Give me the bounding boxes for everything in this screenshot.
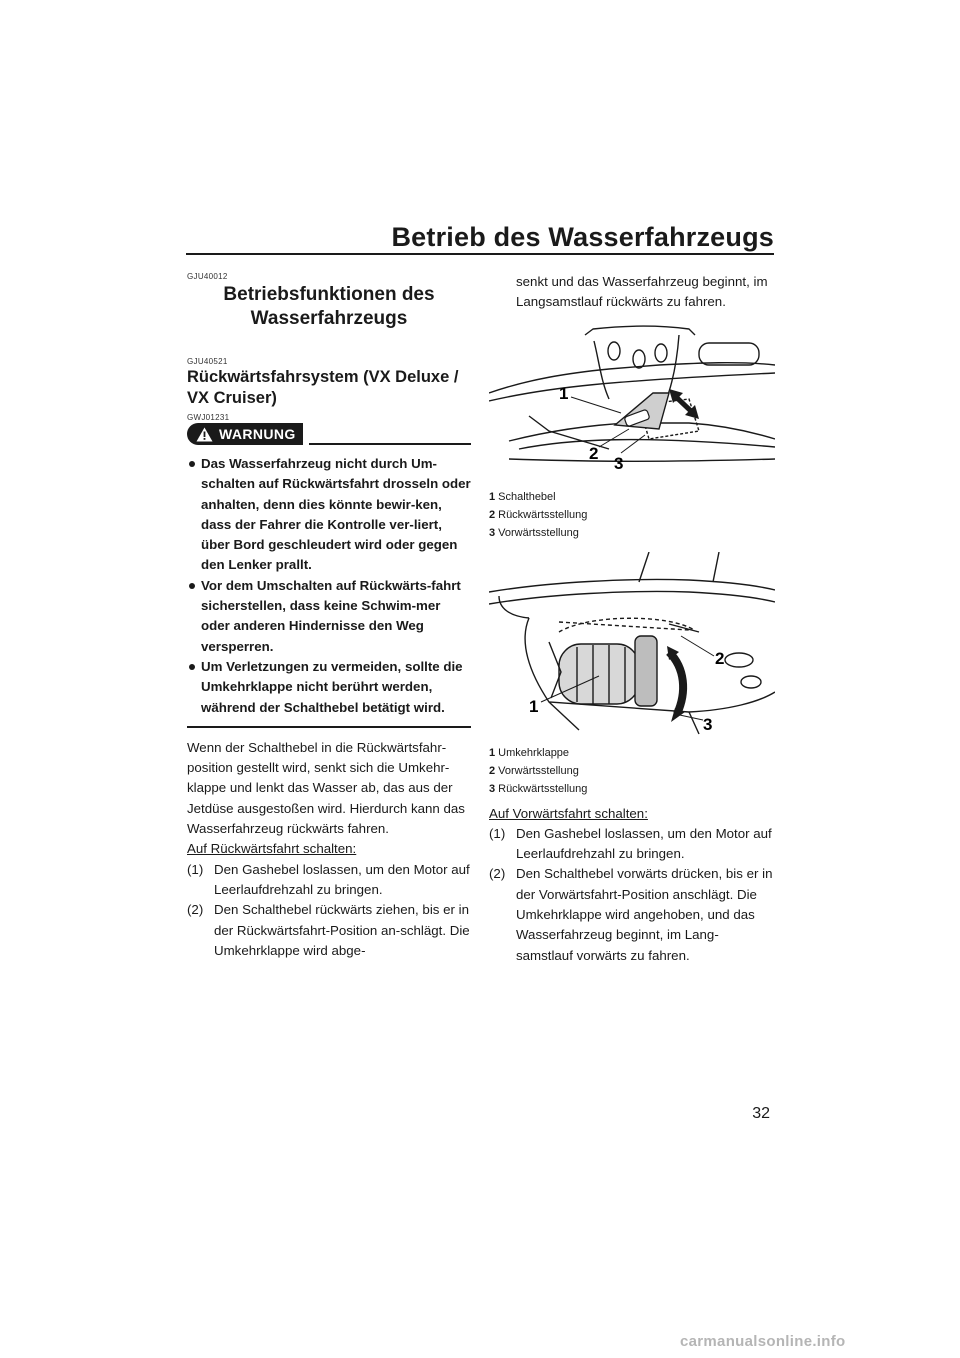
legend-item <box>489 506 775 524</box>
figure-reverse-gate <box>489 552 775 798</box>
figure1-legend <box>489 488 775 542</box>
right-column <box>489 272 775 966</box>
warning-badge <box>187 423 303 445</box>
legend-number: 2 <box>489 508 496 521</box>
reverse-heading: Auf Rückwärtsfahrt schalten: <box>187 841 357 857</box>
callout-1: 1 <box>559 383 569 403</box>
watermark: carmanualsonline.info <box>680 1333 846 1350</box>
section-title-line2: Wasserfahrzeugs <box>250 308 408 329</box>
legend-item <box>489 780 775 798</box>
callout-1: 1 <box>529 696 539 716</box>
forward-step <box>489 824 775 865</box>
legend-number: 3 <box>489 782 496 795</box>
section-title-line1: Betriebsfunktionen des <box>223 284 435 305</box>
warning-bottom-rule <box>187 726 471 728</box>
warning-code: GWJ01231 <box>187 413 230 422</box>
step-text: Den Gashebel loslassen, um den Motor auf Leerlaufdrehzahl zu bringen. <box>516 825 772 862</box>
page-number: 32 <box>752 1105 770 1122</box>
reverse-gate-illustration <box>489 552 775 737</box>
legend-label: Schalthebel <box>498 490 556 503</box>
step-number: (1) <box>489 825 506 841</box>
figure2-legend <box>489 744 775 798</box>
shift-lever-illustration <box>489 321 775 481</box>
warning-item: Das Wasserfahrzeug nicht durch Um-schalten auf Rückwärtsfahrt drosseln oder anhalten, denn dies könnte bewir-ken, dass der Fahrer die Kontrolle ver-liert, über Bord geschleudert wird oder gegen den Lenker prallt. <box>187 454 471 576</box>
legend-item <box>489 488 775 506</box>
legend-number: 1 <box>489 490 496 503</box>
header-rule <box>186 253 774 255</box>
step-number: (2) <box>187 902 204 918</box>
page-header-title: Betrieb des Wasserfahrzeugs <box>391 222 774 252</box>
reverse-step <box>187 860 471 901</box>
left-column <box>187 272 471 961</box>
callout-3: 3 <box>703 714 713 734</box>
callout-2: 2 <box>589 443 599 463</box>
warning-list <box>187 454 471 718</box>
legend-number: 2 <box>489 764 496 777</box>
subsection-title <box>187 367 471 409</box>
warning-item: Um Verletzungen zu vermeiden, sollte die Umkehrklappe nicht berührt werden, während der Schalthebel betätigt wird. <box>187 657 471 718</box>
legend-number: 1 <box>489 746 496 759</box>
step-text: Den Gashebel loslassen, um den Motor auf Leerlaufdrehzahl zu bringen. <box>214 861 470 897</box>
subsection-title-line2: VX Cruiser) <box>187 389 277 407</box>
warning-triangle-icon <box>196 427 213 442</box>
warning-item: Vor dem Umschalten auf Rückwärts-fahrt sicherstellen, dass keine Schwim-mer oder anderen Hindernisse den Weg versperren. <box>187 576 471 657</box>
step-text: Den Schalthebel vorwärts drücken, bis er in der Vorwärtsfahrt-Position anschlägt. Die Umkehrklappe wird angehoben, und das Wasserfahrzeug beginnt, im Lang-samstlauf vorwärts zu fahren. <box>516 866 773 963</box>
intro-paragraph: Wenn der Schalthebel in die Rückwärtsfahr-position gestellt wird, senkt sich die Umkehr-klappe und lenkt das Wasser ab, das aus der Jetdüse ausgestoßen wird. Hierdurch kann das Wasserfahrzeug rückwärts fahren. <box>187 739 465 837</box>
reverse-step <box>187 900 471 961</box>
warning-top-rule <box>309 443 471 445</box>
step-number: (2) <box>489 866 506 882</box>
subsection-title-line1: Rückwärtsfahrsystem (VX Deluxe / <box>187 368 459 386</box>
warning-label: WARNUNG <box>219 426 296 442</box>
legend-number: 3 <box>489 526 496 539</box>
legend-item <box>489 524 775 542</box>
step-text: Den Schalthebel rückwärts ziehen, bis er in der Rückwärtsfahrt-Position an-schlägt. Die Umkehrklappe wird abge- <box>214 902 470 958</box>
legend-item <box>489 744 775 762</box>
legend-label: Rückwärtsstellung <box>498 508 588 521</box>
forward-step <box>489 864 775 965</box>
legend-label: Vorwärtsstellung <box>498 526 579 539</box>
legend-label: Rückwärtsstellung <box>498 782 588 795</box>
forward-heading: Auf Vorwärtsfahrt schalten: <box>489 805 648 821</box>
callout-3: 3 <box>614 453 624 473</box>
legend-label: Umkehrklappe <box>498 746 570 759</box>
legend-item <box>489 762 775 780</box>
subsection-code: GJU40521 <box>187 357 228 366</box>
reverse-step-continuation: senkt und das Wasserfahrzeug beginnt, im Langsamstlauf rückwärts zu fahren. <box>516 274 768 310</box>
callout-2: 2 <box>715 648 725 668</box>
section-title <box>187 283 471 331</box>
section-code: GJU40012 <box>187 272 228 281</box>
warning-header <box>187 422 471 445</box>
legend-label: Vorwärtsstellung <box>498 764 579 777</box>
figure-shift-lever <box>489 321 775 542</box>
step-number: (1) <box>187 861 204 877</box>
